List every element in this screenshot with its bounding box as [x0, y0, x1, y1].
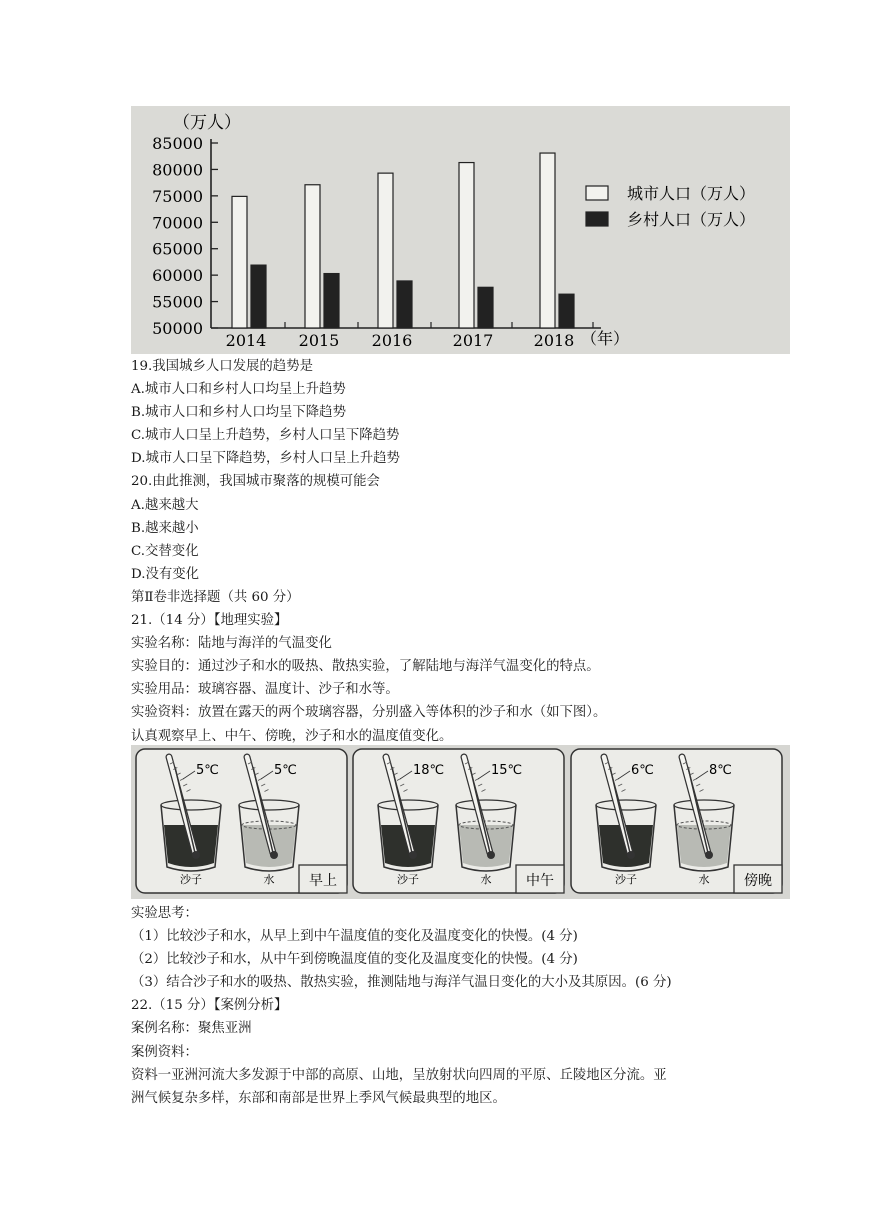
text-line: A.越来越大 [131, 497, 199, 513]
y-tick-label: 55000 [152, 292, 203, 312]
time-label: 中午 [526, 873, 554, 889]
time-label: 傍晚 [744, 873, 772, 889]
x-tick-label: 2014 [225, 331, 267, 350]
experiment-panel [136, 749, 347, 893]
bar-rural [397, 281, 412, 328]
population-bar-chart [131, 106, 790, 354]
legend-label: 乡村人口（万人） [627, 210, 756, 229]
text-line: 实验思考： [131, 906, 198, 921]
text-line: B.越来越小 [131, 520, 199, 536]
text-line: 认真观察早上、中午、傍晚，沙子和水的温度值变化。 [131, 728, 453, 744]
water-label: 水 [480, 873, 492, 886]
temp-reading: 5℃ [274, 763, 297, 778]
sand-water-experiment-figure [131, 745, 790, 899]
x-tick-label: 2018 [533, 331, 575, 350]
y-tick-label: 80000 [152, 160, 203, 180]
x-tick-label: 2015 [298, 331, 340, 350]
text-line: 实验用品：玻璃容器、温度计、沙子和水等。 [131, 682, 399, 698]
text-line: （2）比较沙子和水，从中午到傍晚温度值的变化及温度变化的快慢。(4 分) [131, 952, 578, 968]
water-label: 水 [698, 873, 710, 886]
experiment-panel [571, 749, 782, 893]
text-line: 21.（14 分）【地理实验】 [131, 613, 288, 629]
text-line: 19.我国城乡人口发展的趋势是 [131, 359, 313, 374]
temp-reading: 5℃ [196, 763, 219, 778]
text-line: C.城市人口呈上升趋势，乡村人口呈下降趋势 [131, 428, 400, 444]
text-line: B.城市人口和乡村人口均呈下降趋势 [131, 405, 346, 421]
y-tick-label: 65000 [152, 239, 203, 259]
text-line: 实验目的：通过沙子和水的吸热、散热实验，了解陆地与海洋气温变化的特点。 [131, 659, 600, 675]
x-axis-suffix: （年） [581, 329, 630, 348]
temp-reading: 8℃ [709, 763, 732, 778]
thermometer-bulb [270, 851, 278, 859]
text-line: 第Ⅱ卷非选择题（共 60 分） [131, 589, 300, 605]
text-line: 案例资料： [131, 1044, 198, 1060]
text-line: D.没有变化 [131, 566, 200, 582]
sand-label: 沙子 [180, 873, 202, 886]
temp-reading: 6℃ [631, 763, 654, 778]
x-tick-label: 2016 [371, 331, 413, 350]
bar-urban [305, 185, 320, 328]
thermometer-bulb [627, 851, 635, 859]
bar-rural [324, 274, 339, 328]
bar-urban [232, 196, 247, 328]
text-line: C.交替变化 [131, 543, 199, 559]
text-line: 实验资料：放置在露天的两个玻璃容器，分别盛入等体积的沙子和水（如下图）。 [131, 705, 607, 721]
text-line: 案例名称：聚焦亚洲 [131, 1021, 252, 1037]
bar-rural [559, 294, 574, 328]
thermometer-bulb [705, 851, 713, 859]
text-line: 22.（15 分）【案例分析】 [131, 998, 288, 1014]
chart-canvas [131, 106, 790, 354]
bar-rural [251, 265, 266, 328]
thermometer-bulb [409, 851, 417, 859]
experiment-panel [353, 749, 564, 893]
temp-reading: 18℃ [413, 763, 445, 778]
y-tick-label: 85000 [152, 134, 203, 153]
thermometer-bulb [192, 851, 200, 859]
water-label: 水 [263, 873, 275, 886]
text-line: 资料一亚洲河流大多发源于中部的高原、山地，呈放射状向四周的平原、丘陵地区分流。亚 [131, 1067, 667, 1083]
bar-urban [378, 173, 393, 328]
y-tick-label: 75000 [152, 186, 203, 206]
text-line: （1）比较沙子和水，从早上到中午温度值的变化及温度变化的快慢。(4 分) [131, 929, 578, 945]
x-tick-label: 2017 [452, 331, 494, 350]
text-line: 洲气候复杂多样，东部和南部是世界上季风气候最典型的地区。 [131, 1090, 506, 1106]
y-tick-label: 50000 [152, 319, 203, 338]
legend-label: 城市人口（万人） [627, 184, 756, 203]
text-line: A.城市人口和乡村人口均呈上升趋势 [131, 382, 346, 398]
y-unit-label: （万人） [173, 113, 241, 133]
temp-reading: 15℃ [491, 763, 523, 778]
questions-part2 [131, 902, 771, 1110]
text-line: 实验名称：陆地与海洋的气温变化 [131, 636, 332, 652]
y-tick-label: 70000 [152, 213, 203, 233]
legend-swatch [586, 186, 608, 200]
bar-rural [478, 287, 493, 328]
bar-urban [459, 163, 474, 328]
legend-swatch [586, 212, 608, 226]
time-label: 早上 [309, 873, 337, 889]
experiment-canvas [131, 745, 790, 899]
text-line: D.城市人口呈下降趋势，乡村人口呈上升趋势 [131, 451, 400, 467]
thermometer-bulb [487, 851, 495, 859]
questions-part1 [131, 355, 771, 748]
y-tick-label: 60000 [152, 266, 203, 286]
sand-label: 沙子 [615, 873, 637, 886]
bar-urban [540, 153, 555, 328]
text-line: （3）结合沙子和水的吸热、散热实验，推测陆地与海洋气温日变化的大小及其原因。(6 分) [131, 975, 672, 991]
sand-label: 沙子 [397, 873, 419, 886]
text-line: 20.由此推测，我国城市聚落的规模可能会 [131, 474, 380, 490]
